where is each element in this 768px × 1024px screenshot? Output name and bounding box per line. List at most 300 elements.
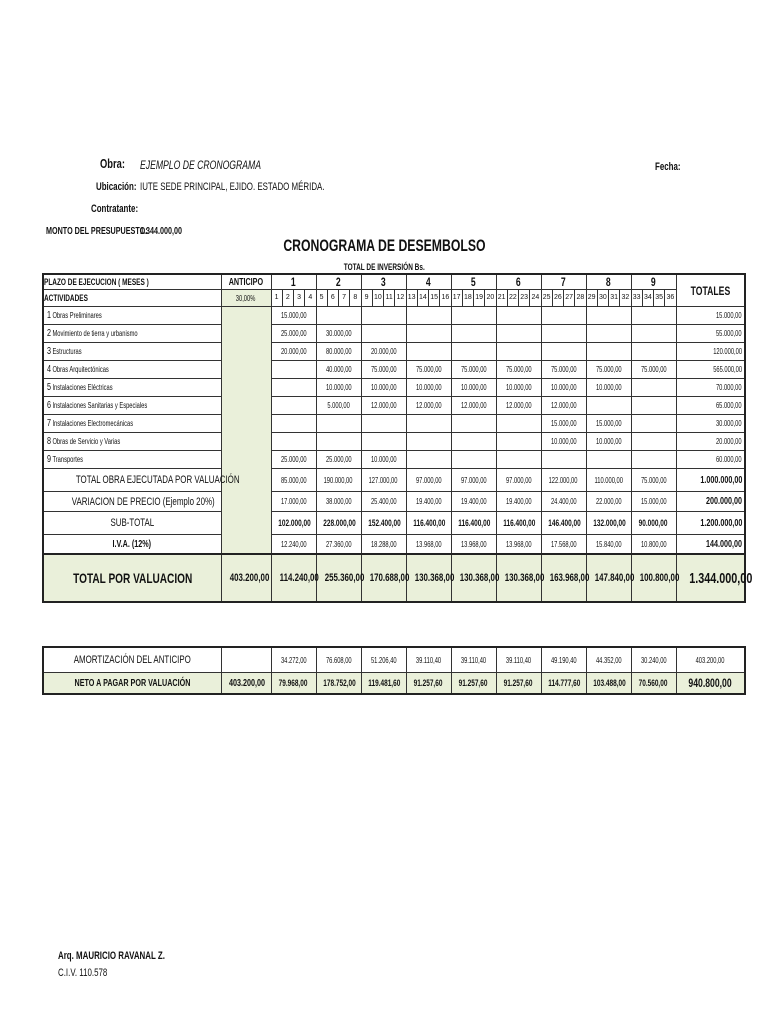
week-number: 31 bbox=[609, 290, 620, 306]
activity-value bbox=[541, 343, 586, 361]
month-header bbox=[316, 274, 361, 290]
actividades-label bbox=[43, 290, 221, 307]
month-header bbox=[406, 274, 451, 290]
neto-value-text: 70.560,00 bbox=[639, 678, 668, 688]
activity-value-text: 10.000,00 bbox=[595, 383, 622, 392]
page-subtitle: TOTAL DE INVERSIÓN Bs. bbox=[343, 262, 425, 272]
total_obra-value bbox=[496, 469, 541, 492]
month-header bbox=[541, 274, 586, 290]
activity-value-text: 12.000,00 bbox=[415, 401, 442, 410]
month-header-text: 6 bbox=[516, 275, 521, 289]
week-number: 15 bbox=[429, 290, 440, 306]
week-number: 34 bbox=[643, 290, 654, 306]
subtotal-value bbox=[541, 512, 586, 535]
activity-value bbox=[271, 415, 316, 433]
iva-label bbox=[43, 535, 221, 555]
subtotal-total bbox=[676, 512, 745, 535]
week-number: 18 bbox=[463, 290, 474, 306]
activity-name bbox=[43, 415, 221, 433]
subtotal-value-text: 146.400,00 bbox=[547, 518, 581, 528]
week-number: 11 bbox=[384, 290, 395, 306]
variacion-value-text: 19.400,00 bbox=[415, 497, 442, 506]
iva-value-text: 13.968,00 bbox=[505, 539, 532, 549]
subtotal-value-text: 116.400,00 bbox=[457, 518, 490, 528]
week-number: 35 bbox=[654, 290, 665, 306]
iva-value bbox=[586, 535, 631, 555]
total-valuacion-value-text: 255.360,00 bbox=[324, 572, 364, 584]
activity-value bbox=[631, 343, 676, 361]
variacion-value-text: 15.000,00 bbox=[640, 497, 667, 506]
activity-row bbox=[43, 451, 745, 469]
total_obra-value-text: 110.000,00 bbox=[594, 475, 623, 485]
activity-value-text: 10.000,00 bbox=[325, 383, 352, 392]
subtotal-value-text: 116.400,00 bbox=[502, 518, 535, 528]
total-valuacion-value-text: 130.368,00 bbox=[504, 572, 544, 584]
activity-row bbox=[43, 397, 745, 415]
activity-value-text: 10.000,00 bbox=[415, 383, 442, 392]
activity-value-text: 12.000,00 bbox=[370, 401, 397, 410]
obra-value: EJEMPLO DE CRONOGRAMA bbox=[140, 158, 261, 172]
activity-total bbox=[676, 415, 745, 433]
total-valuacion-anticipo bbox=[221, 554, 271, 602]
activity-value bbox=[586, 343, 631, 361]
month-header-text: 4 bbox=[426, 275, 431, 289]
total_obra-value bbox=[451, 469, 496, 492]
month-header bbox=[631, 274, 676, 290]
week-number: 9 bbox=[362, 290, 373, 306]
total_obra-value-text: 190.000,00 bbox=[324, 475, 353, 485]
activity-value bbox=[316, 343, 361, 361]
activity-value bbox=[451, 361, 496, 379]
neto-label bbox=[43, 673, 221, 695]
variacion-value bbox=[586, 492, 631, 512]
activity-value bbox=[316, 415, 361, 433]
activity-value-text: 12.000,00 bbox=[550, 401, 577, 410]
month-header-text: 3 bbox=[381, 275, 386, 289]
activity-value bbox=[541, 307, 586, 325]
week-number: 3 bbox=[294, 290, 305, 306]
activity-value-text: 20.000,00 bbox=[280, 347, 307, 356]
activity-row bbox=[43, 307, 745, 325]
activity-number: 3 bbox=[47, 346, 52, 357]
neto-value-text: 91.257,60 bbox=[504, 678, 533, 688]
activity-row bbox=[43, 433, 745, 451]
total-valuacion-value-text: 100.800,00 bbox=[639, 572, 679, 584]
activity-value-text: 30.000,00 bbox=[325, 329, 352, 338]
variacion-value bbox=[631, 492, 676, 512]
neto-value bbox=[451, 673, 496, 695]
activity-value-text: 75.000,00 bbox=[640, 365, 667, 374]
amort-value bbox=[631, 647, 676, 673]
activity-value bbox=[541, 433, 586, 451]
amort-value-text: 34.272,00 bbox=[280, 655, 307, 665]
total_obra-value-text: 97.000,00 bbox=[505, 475, 532, 485]
total_obra-value bbox=[361, 469, 406, 492]
activity-value bbox=[631, 325, 676, 343]
activity-value bbox=[541, 325, 586, 343]
total-valuacion-value-text: 114.240,00 bbox=[279, 572, 319, 584]
activity-value bbox=[406, 397, 451, 415]
activity-label: Movimiento de tierra y urbanismo bbox=[52, 329, 138, 338]
total-valuacion-value-text: 130.368,00 bbox=[459, 572, 499, 584]
total_obra-value bbox=[586, 469, 631, 492]
activity-value-text: 75.000,00 bbox=[505, 365, 532, 374]
activity-value bbox=[361, 343, 406, 361]
anticipo-column bbox=[221, 307, 271, 555]
activity-value bbox=[406, 379, 451, 397]
variacion-value bbox=[451, 492, 496, 512]
total-valuacion-value bbox=[496, 554, 544, 602]
variacion-value-text: 25.400,00 bbox=[370, 497, 397, 506]
subtotal-value-text: 116.400,00 bbox=[412, 518, 445, 528]
activity-value-text: 10.000,00 bbox=[595, 437, 622, 446]
activity-value-text: 10.000,00 bbox=[505, 383, 532, 392]
activity-value bbox=[361, 361, 406, 379]
week-number: 29 bbox=[587, 290, 598, 306]
amortization-table bbox=[42, 646, 746, 695]
variacion-value bbox=[271, 492, 316, 512]
amort-value bbox=[271, 647, 316, 673]
week-group bbox=[496, 290, 541, 307]
activity-value-text: 75.000,00 bbox=[460, 365, 487, 374]
total-valuacion-total-text: 1.344.000,00 bbox=[688, 569, 752, 587]
activity-value bbox=[316, 397, 361, 415]
neto-total bbox=[676, 673, 745, 695]
week-number: 36 bbox=[666, 294, 675, 301]
total-valuacion-value-text: 170.688,00 bbox=[369, 572, 409, 584]
week-number: 24 bbox=[531, 294, 540, 301]
amort-value-text: 30.240,00 bbox=[640, 655, 667, 665]
activity-value bbox=[631, 451, 676, 469]
subtotal-row bbox=[43, 512, 745, 535]
activity-name bbox=[43, 379, 221, 397]
total_obra-value bbox=[541, 469, 586, 492]
total_obra-total-text: 1.000.000,00 bbox=[699, 474, 742, 486]
iva-value-text: 12.240,00 bbox=[280, 539, 307, 549]
actividades-label-text: ACTIVIDADES bbox=[44, 293, 88, 303]
week-number: 33 bbox=[632, 290, 643, 306]
activity-value bbox=[586, 361, 631, 379]
cronograma-table bbox=[42, 273, 752, 603]
iva-value bbox=[361, 535, 406, 555]
total-valuacion-value-text: 163.968,00 bbox=[549, 572, 589, 584]
total-valuacion-value-text: 147.840,00 bbox=[594, 572, 634, 584]
anticipo-pct-text: 30,00% bbox=[236, 293, 256, 303]
activity-value bbox=[631, 415, 676, 433]
activity-value bbox=[406, 451, 451, 469]
activity-value bbox=[406, 433, 451, 451]
neto-value bbox=[586, 673, 631, 695]
activity-name bbox=[43, 433, 221, 451]
activity-number: 7 bbox=[47, 418, 52, 429]
activity-total bbox=[676, 397, 745, 415]
amort-total bbox=[676, 647, 745, 673]
activity-value bbox=[271, 307, 316, 325]
activity-label: Transportes bbox=[52, 455, 83, 464]
month-header-text: 5 bbox=[471, 275, 476, 289]
amort-value-text: 76.608,00 bbox=[325, 655, 352, 665]
iva-value-text: 18.288,00 bbox=[370, 539, 397, 549]
activity-value bbox=[496, 433, 541, 451]
total_obra-value-text: 122.000,00 bbox=[549, 475, 578, 485]
subtotal-value bbox=[271, 512, 316, 535]
activity-value-text: 80.000,00 bbox=[325, 347, 352, 356]
amort-value bbox=[541, 647, 586, 673]
ubicacion-label: Ubicación: bbox=[96, 181, 137, 193]
activity-name bbox=[43, 307, 221, 325]
week-number: 16 bbox=[441, 294, 450, 301]
month-header bbox=[496, 274, 541, 290]
total_obra-value-text: 97.000,00 bbox=[415, 475, 442, 485]
activity-value bbox=[361, 325, 406, 343]
activity-value-text: 10.000,00 bbox=[370, 455, 397, 464]
subtotal-label-text: SUB-TOTAL bbox=[110, 517, 155, 529]
activity-value bbox=[496, 307, 541, 325]
activity-value bbox=[586, 433, 631, 451]
total-valuacion-value bbox=[361, 554, 409, 602]
variacion-value-text: 17.000,00 bbox=[280, 497, 307, 506]
ubicacion-value: IUTE SEDE PRINCIPAL, EJIDO. ESTADO MÉRIDA. bbox=[140, 181, 325, 193]
activity-value bbox=[361, 307, 406, 325]
variacion-total bbox=[676, 492, 745, 512]
week-number: 27 bbox=[564, 290, 575, 306]
activity-row bbox=[43, 379, 745, 397]
header-row-weeks bbox=[43, 290, 745, 307]
week-number: 6 bbox=[328, 290, 339, 306]
amort-value bbox=[586, 647, 631, 673]
activity-value bbox=[361, 397, 406, 415]
amort-value-text: 44.352,00 bbox=[595, 655, 622, 665]
neto-anticipo-text: 403.200,00 bbox=[228, 677, 265, 689]
anticipo-pct bbox=[221, 290, 271, 307]
amort-value-text: 39.110,40 bbox=[505, 655, 532, 665]
activity-value bbox=[316, 361, 361, 379]
activity-value-text: 75.000,00 bbox=[370, 365, 397, 374]
subtotal-value-text: 102.000,00 bbox=[277, 518, 311, 528]
activity-total bbox=[676, 379, 745, 397]
activity-value-text: 5.000,00 bbox=[327, 401, 350, 410]
week-group bbox=[631, 290, 676, 307]
activity-number: 6 bbox=[47, 400, 52, 411]
total_obra-value-text: 127.000,00 bbox=[369, 475, 398, 485]
activity-value bbox=[586, 397, 631, 415]
activity-total bbox=[676, 451, 745, 469]
total-valuacion-total bbox=[676, 554, 752, 602]
activity-value bbox=[496, 451, 541, 469]
variacion-value-text: 19.400,00 bbox=[460, 497, 487, 506]
activity-value bbox=[406, 343, 451, 361]
iva-value bbox=[406, 535, 451, 555]
neto-value-text: 114.777,60 bbox=[547, 678, 580, 688]
activity-value bbox=[541, 361, 586, 379]
week-number: 25 bbox=[542, 290, 553, 306]
variacion-value-text: 19.400,00 bbox=[505, 497, 532, 506]
total-valuacion-value bbox=[316, 554, 364, 602]
activity-value bbox=[541, 397, 586, 415]
activity-value bbox=[271, 379, 316, 397]
variacion-value-text: 38.000,00 bbox=[325, 497, 352, 506]
total_obra-value bbox=[631, 469, 676, 492]
activity-value-text: 10.000,00 bbox=[550, 383, 577, 392]
neto-value-text: 103.488,00 bbox=[592, 678, 626, 688]
activity-value bbox=[316, 325, 361, 343]
activity-value-text: 10.000,00 bbox=[460, 383, 487, 392]
variacion-value-text: 22.000,00 bbox=[595, 497, 622, 506]
totales-label-text: TOTALES bbox=[690, 283, 731, 298]
activity-value bbox=[496, 379, 541, 397]
neto-value-text: 119.481,60 bbox=[367, 678, 400, 688]
week-number: 10 bbox=[373, 290, 384, 306]
activity-value-text: 10.000,00 bbox=[550, 437, 577, 446]
activity-value bbox=[586, 415, 631, 433]
variacion-value bbox=[361, 492, 406, 512]
subtotal-total-text: 1.200.000,00 bbox=[699, 517, 742, 529]
total-valuacion-label-text: TOTAL POR VALUACION bbox=[72, 570, 192, 586]
activity-value bbox=[361, 379, 406, 397]
activity-value bbox=[316, 379, 361, 397]
activity-value bbox=[451, 415, 496, 433]
activity-total-text: 70.000,00 bbox=[716, 383, 742, 392]
week-number: 32 bbox=[621, 294, 630, 301]
iva-value-text: 13.968,00 bbox=[415, 539, 442, 549]
subtotal-value-text: 152.400,00 bbox=[367, 518, 401, 528]
subtotal-value-text: 132.000,00 bbox=[592, 518, 626, 528]
variacion-value bbox=[316, 492, 361, 512]
neto-total-text: 940.800,00 bbox=[688, 676, 732, 690]
activity-value bbox=[361, 451, 406, 469]
activity-value-text: 15.000,00 bbox=[550, 419, 577, 428]
week-number: 4 bbox=[308, 294, 313, 301]
activity-value bbox=[631, 433, 676, 451]
activity-value bbox=[406, 415, 451, 433]
total-valuacion-value-text: 130.368,00 bbox=[414, 572, 454, 584]
neto-value bbox=[496, 673, 541, 695]
activity-value bbox=[631, 361, 676, 379]
activity-total-text: 565.000,00 bbox=[713, 365, 742, 374]
activity-value bbox=[361, 415, 406, 433]
activity-value bbox=[586, 379, 631, 397]
activity-value bbox=[451, 325, 496, 343]
activity-value bbox=[271, 433, 316, 451]
subtotal-value bbox=[361, 512, 406, 535]
activity-value-text: 75.000,00 bbox=[415, 365, 442, 374]
week-number: 17 bbox=[452, 290, 463, 306]
activity-number: 5 bbox=[47, 382, 52, 393]
iva-value-text: 17.568,00 bbox=[550, 539, 577, 549]
activity-value bbox=[586, 451, 631, 469]
signature-name: Arq. MAURICIO RAVANAL Z. bbox=[58, 950, 165, 962]
activity-row bbox=[43, 415, 745, 433]
activity-label: Obras Arquitectónicas bbox=[52, 365, 109, 374]
page-title: CRONOGRAMA DE DESEMBOLSO bbox=[282, 236, 486, 255]
neto-value-text: 91.257,60 bbox=[414, 678, 443, 688]
activity-name bbox=[43, 451, 221, 469]
activity-value bbox=[631, 379, 676, 397]
subtotal-value-text: 228.000,00 bbox=[322, 518, 356, 528]
variacion-value bbox=[541, 492, 586, 512]
activity-total-text: 15.000,00 bbox=[716, 311, 742, 320]
activity-row bbox=[43, 325, 745, 343]
subtotal-label bbox=[43, 512, 221, 535]
activity-total bbox=[676, 361, 745, 379]
iva-row bbox=[43, 535, 745, 555]
week-number: 1 bbox=[272, 290, 283, 306]
signature-civ: C.I.V. 110.578 bbox=[58, 967, 108, 979]
activity-value bbox=[406, 361, 451, 379]
activity-label: Obras Preliminares bbox=[52, 311, 102, 320]
total-valuacion-value bbox=[541, 554, 589, 602]
amort-label-text: AMORTIZACIÓN DEL ANTICIPO bbox=[73, 654, 191, 666]
week-number: 14 bbox=[418, 290, 429, 306]
week-number: 19 bbox=[474, 290, 485, 306]
amort-value bbox=[496, 647, 541, 673]
amort-row bbox=[43, 647, 745, 673]
total-valuacion-row bbox=[43, 554, 745, 602]
plazo-label bbox=[43, 274, 221, 290]
activity-value-text: 12.000,00 bbox=[460, 401, 487, 410]
total_obra-value bbox=[406, 469, 451, 492]
amort-value-text: 51.206,40 bbox=[370, 655, 397, 665]
amort-label bbox=[43, 647, 221, 673]
activity-value-text: 12.000,00 bbox=[505, 401, 532, 410]
activity-label: Instalaciones Eléctricas bbox=[52, 383, 113, 392]
week-number: 7 bbox=[339, 290, 350, 306]
subtotal-value bbox=[631, 512, 676, 535]
activity-value bbox=[271, 325, 316, 343]
variacion-label-text: VARIACION DE PRECIO (Ejemplo 20%) bbox=[71, 495, 215, 508]
month-header-text: 1 bbox=[291, 275, 296, 289]
activity-value-text: 75.000,00 bbox=[550, 365, 577, 374]
month-header-text: 9 bbox=[651, 275, 656, 289]
activity-value bbox=[316, 451, 361, 469]
activity-total bbox=[676, 343, 745, 361]
total-valuacion-value bbox=[631, 554, 679, 602]
week-number: 23 bbox=[519, 290, 530, 306]
amort-value bbox=[406, 647, 451, 673]
iva-value bbox=[631, 535, 676, 555]
activity-value-text: 15.000,00 bbox=[595, 419, 622, 428]
monto-value: 1.344.000,00 bbox=[140, 226, 183, 237]
neto-value-text: 91.257,60 bbox=[459, 678, 488, 688]
activity-value-text: 40.000,00 bbox=[325, 365, 352, 374]
neto-value bbox=[361, 673, 406, 695]
iva-value bbox=[451, 535, 496, 555]
iva-value-text: 13.968,00 bbox=[460, 539, 487, 549]
month-header-text: 7 bbox=[561, 275, 566, 289]
neto-value bbox=[271, 673, 316, 695]
iva-value bbox=[496, 535, 541, 555]
subtotal-value bbox=[316, 512, 361, 535]
month-header bbox=[586, 274, 631, 290]
activity-value bbox=[451, 451, 496, 469]
activity-value-text: 25.000,00 bbox=[280, 329, 307, 338]
activity-value bbox=[316, 433, 361, 451]
activity-row bbox=[43, 343, 745, 361]
variacion-value-text: 24.400,00 bbox=[550, 497, 577, 506]
week-number: 21 bbox=[497, 290, 508, 306]
activity-value bbox=[271, 343, 316, 361]
iva-value-text: 27.360,00 bbox=[325, 539, 352, 549]
week-group bbox=[316, 290, 361, 307]
iva-value-text: 15.840,00 bbox=[595, 539, 622, 549]
activity-number: 1 bbox=[47, 310, 52, 321]
week-group bbox=[451, 290, 496, 307]
activity-label: Estructuras bbox=[52, 347, 82, 356]
activity-total-text: 55.000,00 bbox=[716, 329, 742, 338]
variacion-value bbox=[406, 492, 451, 512]
activity-value bbox=[406, 325, 451, 343]
neto-value bbox=[541, 673, 586, 695]
